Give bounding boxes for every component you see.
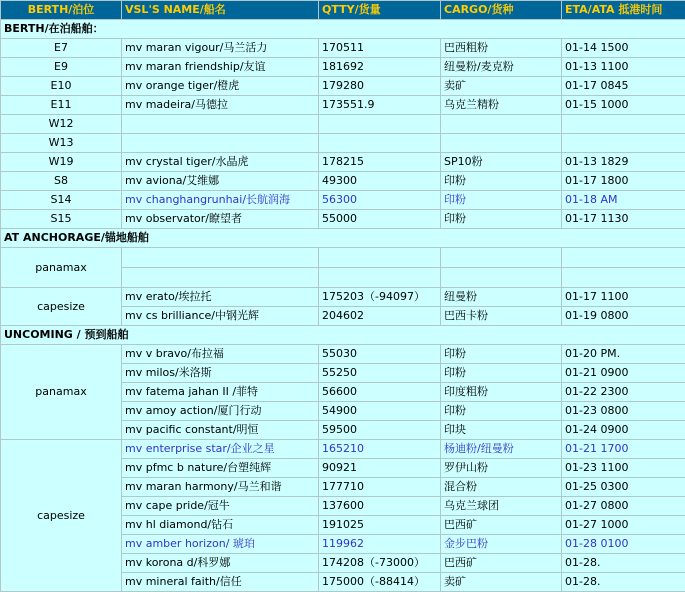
eta-cell: 01-23 1100	[562, 459, 685, 478]
quantity-cell: 55250	[319, 364, 441, 383]
vessel-cell: mv amber horizon/ 琥珀	[122, 535, 319, 554]
berth-cell: S14	[1, 191, 122, 210]
quantity-cell: 191025	[319, 516, 441, 535]
eta-cell	[562, 115, 685, 134]
quantity-cell	[319, 248, 441, 268]
group-label-capesize: capesize	[1, 288, 122, 326]
cargo-cell	[441, 115, 562, 134]
eta-cell: 01-27 0800	[562, 497, 685, 516]
quantity-cell: 181692	[319, 58, 441, 77]
cargo-cell: 金步巴粉	[441, 535, 562, 554]
quantity-cell: 55030	[319, 345, 441, 364]
vessel-cell: mv erato/埃拉托	[122, 288, 319, 307]
header-quantity: QTTY/货量	[319, 1, 441, 20]
eta-cell: 01-20 PM.	[562, 345, 685, 364]
vessel-cell: mv cs brilliance/中钢光辉	[122, 307, 319, 326]
header-cargo: CARGO/货种	[441, 1, 562, 20]
cargo-cell: SP10粉	[441, 153, 562, 172]
cargo-cell	[441, 248, 562, 268]
cargo-cell: 混合粉	[441, 478, 562, 497]
vessel-cell: mv maran friendship/友谊	[122, 58, 319, 77]
berth-cell: E9	[1, 58, 122, 77]
eta-cell: 01-23 0800	[562, 402, 685, 421]
berth-cell: E10	[1, 77, 122, 96]
berth-cell: S15	[1, 210, 122, 229]
section-upcoming-title: UNCOMING / 预到船舶	[1, 326, 685, 345]
quantity-cell: 59500	[319, 421, 441, 440]
quantity-cell: 56300	[319, 191, 441, 210]
quantity-cell: 178215	[319, 153, 441, 172]
section-berth-title: BERTH/在泊船舶：	[1, 20, 685, 39]
quantity-cell: 56600	[319, 383, 441, 402]
berth-cell: E11	[1, 96, 122, 115]
vessel-cell: mv maran vigour/马兰活力	[122, 39, 319, 58]
eta-cell: 01-27 1000	[562, 516, 685, 535]
berth-cell: S8	[1, 172, 122, 191]
quantity-cell: 179280	[319, 77, 441, 96]
table-row	[1, 153, 685, 172]
table-row	[1, 191, 685, 210]
table-row	[1, 440, 685, 459]
table-row	[1, 39, 685, 58]
quantity-cell	[319, 115, 441, 134]
eta-cell: 01-14 1500	[562, 39, 685, 58]
quantity-cell	[319, 268, 441, 288]
quantity-cell: 49300	[319, 172, 441, 191]
table-row	[1, 210, 685, 229]
vessel-cell: mv pacific constant/明恒	[122, 421, 319, 440]
vessel-cell	[122, 268, 319, 288]
vessel-cell	[122, 248, 319, 268]
header-berth: BERTH/泊位	[1, 1, 122, 20]
eta-cell: 01-18 AM	[562, 191, 685, 210]
vessel-cell: mv crystal tiger/水晶虎	[122, 153, 319, 172]
eta-cell: 01-21 1700	[562, 440, 685, 459]
cargo-cell: 印粉	[441, 364, 562, 383]
cargo-cell: 纽曼粉	[441, 288, 562, 307]
vessel-cell: mv madeira/马德拉	[122, 96, 319, 115]
table-row	[1, 172, 685, 191]
group-label-capesize: capesize	[1, 440, 122, 592]
cargo-cell	[441, 268, 562, 288]
eta-cell: 01-19 0800	[562, 307, 685, 326]
quantity-cell: 175000（-88414）	[319, 573, 441, 592]
eta-cell: 01-15 1000	[562, 96, 685, 115]
vessel-cell: mv fatema jahan II /菲特	[122, 383, 319, 402]
vessel-cell: mv aviona/艾维娜	[122, 172, 319, 191]
vessel-cell: mv observator/瞭望者	[122, 210, 319, 229]
eta-cell: 01-25 0300	[562, 478, 685, 497]
table-row	[1, 58, 685, 77]
cargo-cell: 印度粗粉	[441, 383, 562, 402]
table-row	[1, 288, 685, 307]
eta-cell: 01-17 1100	[562, 288, 685, 307]
table-row	[1, 134, 685, 153]
eta-cell: 01-28.	[562, 573, 685, 592]
section-anchorage-title: AT ANCHORAGE/锚地船舶	[1, 229, 685, 248]
eta-cell: 01-17 1130	[562, 210, 685, 229]
vessel-cell: mv changhangrunhai/长航润海	[122, 191, 319, 210]
vessel-cell: mv orange tiger/橙虎	[122, 77, 319, 96]
table-row	[1, 115, 685, 134]
quantity-cell	[319, 134, 441, 153]
quantity-cell: 173551.9	[319, 96, 441, 115]
quantity-cell: 170511	[319, 39, 441, 58]
table-row	[1, 248, 685, 268]
vessel-cell: mv amoy action/厦门行动	[122, 402, 319, 421]
header-eta: ETA/ATA 抵港时间	[562, 1, 685, 20]
berth-cell: W13	[1, 134, 122, 153]
cargo-cell: 印粉	[441, 402, 562, 421]
berth-cell: W12	[1, 115, 122, 134]
eta-cell: 01-21 0900	[562, 364, 685, 383]
quantity-cell: 137600	[319, 497, 441, 516]
cargo-cell: 印粉	[441, 191, 562, 210]
cargo-cell: 巴西卡粉	[441, 307, 562, 326]
eta-cell	[562, 134, 685, 153]
cargo-cell: 巴西矿	[441, 554, 562, 573]
vessel-cell	[122, 115, 319, 134]
quantity-cell: 90921	[319, 459, 441, 478]
eta-cell	[562, 248, 685, 268]
eta-cell: 01-28.	[562, 554, 685, 573]
quantity-cell: 55000	[319, 210, 441, 229]
quantity-cell: 119962	[319, 535, 441, 554]
vessel-cell: mv enterprise star/企业之星	[122, 440, 319, 459]
vessel-cell	[122, 134, 319, 153]
cargo-cell: 纽曼粉/麦克粉	[441, 58, 562, 77]
group-label-panamax: panamax	[1, 345, 122, 440]
vessel-cell: mv v bravo/布拉福	[122, 345, 319, 364]
eta-cell: 01-22 2300	[562, 383, 685, 402]
header-row	[1, 1, 685, 20]
quantity-cell: 54900	[319, 402, 441, 421]
vessel-cell: mv milos/米洛斯	[122, 364, 319, 383]
cargo-cell: 罗伊山粉	[441, 459, 562, 478]
cargo-cell: 卖矿	[441, 573, 562, 592]
cargo-cell: 巴西矿	[441, 516, 562, 535]
eta-cell: 01-17 0845	[562, 77, 685, 96]
cargo-cell: 杨迪粉/纽曼粉	[441, 440, 562, 459]
eta-cell: 01-24 0900	[562, 421, 685, 440]
cargo-cell: 印块	[441, 421, 562, 440]
cargo-cell	[441, 134, 562, 153]
eta-cell	[562, 268, 685, 288]
cargo-cell: 乌克兰球团	[441, 497, 562, 516]
eta-cell: 01-13 1100	[562, 58, 685, 77]
quantity-cell: 174208（-73000）	[319, 554, 441, 573]
eta-cell: 01-13 1829	[562, 153, 685, 172]
vessel-cell: mv korona d/科罗娜	[122, 554, 319, 573]
vessel-cell: mv maran harmony/马兰和谐	[122, 478, 319, 497]
berth-cell: W19	[1, 153, 122, 172]
vessel-cell: mv cape pride/冠牛	[122, 497, 319, 516]
cargo-cell: 印粉	[441, 210, 562, 229]
cargo-cell: 印粉	[441, 345, 562, 364]
quantity-cell: 204602	[319, 307, 441, 326]
cargo-cell: 巴西粗粉	[441, 39, 562, 58]
cargo-cell: 卖矿	[441, 77, 562, 96]
header-vessel-name: VSL'S NAME/船名	[122, 1, 319, 20]
quantity-cell: 177710	[319, 478, 441, 497]
eta-cell: 01-28 0100	[562, 535, 685, 554]
group-label-panamax: panamax	[1, 248, 122, 288]
berth-cell: E7	[1, 39, 122, 58]
cargo-cell: 印粉	[441, 172, 562, 191]
quantity-cell: 165210	[319, 440, 441, 459]
eta-cell: 01-17 1800	[562, 172, 685, 191]
vessel-cell: mv pfmc b nature/台塑纯辉	[122, 459, 319, 478]
vessel-cell: mv mineral faith/信任	[122, 573, 319, 592]
table-row	[1, 77, 685, 96]
vessel-cell: mv hl diamond/钻石	[122, 516, 319, 535]
cargo-cell: 乌克兰精粉	[441, 96, 562, 115]
quantity-cell: 175203（-94097）	[319, 288, 441, 307]
table-row	[1, 345, 685, 364]
table-row	[1, 96, 685, 115]
